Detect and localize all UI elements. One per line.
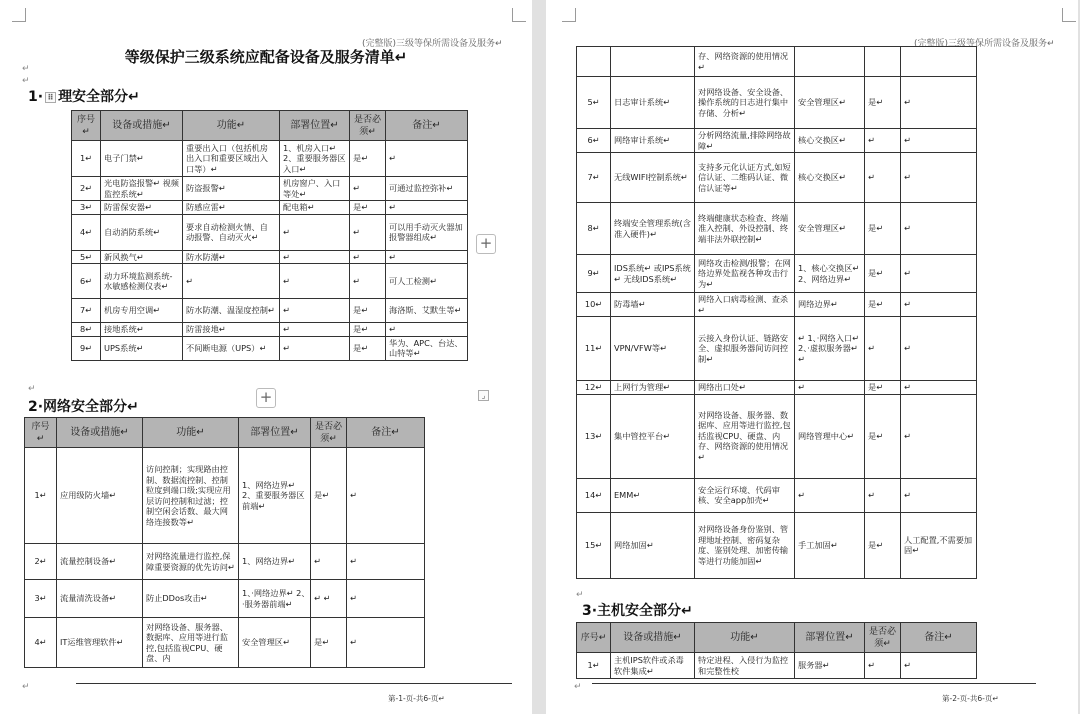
table-row bbox=[577, 381, 977, 395]
table-cell[interactable]: 是↵ bbox=[865, 77, 901, 129]
table-cell[interactable]: ↵ bbox=[901, 255, 977, 293]
crop-mark-top-left bbox=[12, 8, 26, 22]
table-row bbox=[25, 580, 425, 618]
table-cell[interactable]: 访问控制；实现路由控制、数据流控制、控制粒度到端口级;实现应用层访问控制和过滤；控制空闲会话数、最大网络连接数等↵ bbox=[143, 448, 239, 544]
column-header: 备注↵ bbox=[347, 418, 425, 448]
table-cell[interactable]: 网络管理中心↵ bbox=[795, 394, 865, 478]
table-cell[interactable]: 1、机房入口↵ 2、重要服务器区入口↵ bbox=[280, 141, 350, 177]
table-cell[interactable]: ↵ bbox=[347, 580, 425, 618]
column-header: 部署位置↵ bbox=[239, 418, 311, 448]
table-cell[interactable]: 防雷保安器↵ bbox=[101, 201, 183, 215]
table-cell[interactable]: UPS系统↵ bbox=[101, 336, 183, 360]
table-cell[interactable]: 8↵ bbox=[577, 203, 611, 255]
table-cell[interactable]: 日志审计系统↵ bbox=[611, 77, 695, 129]
table-cell[interactable]: 防雷接地↵ bbox=[183, 323, 280, 337]
add-row-icon[interactable]: + bbox=[256, 388, 276, 408]
document-page-1 bbox=[0, 0, 532, 714]
column-header: 序号↵ bbox=[25, 418, 57, 448]
table-cell[interactable]: ↵ bbox=[347, 618, 425, 668]
table-cell[interactable]: 网络出口处↵ bbox=[695, 381, 795, 395]
table-header-row bbox=[25, 418, 425, 448]
table-row bbox=[72, 299, 468, 323]
table-row bbox=[72, 141, 468, 177]
host-security-table bbox=[576, 622, 977, 679]
table-cell[interactable]: 网络入口病毒检测、查杀↵ bbox=[695, 293, 795, 317]
table-cell[interactable]: ↵ bbox=[865, 653, 901, 679]
table-cell[interactable]: 是↵ bbox=[865, 512, 901, 578]
column-header: 序号↵ bbox=[72, 111, 101, 141]
table-cell[interactable]: ↵ bbox=[347, 448, 425, 544]
document-page-2 bbox=[546, 0, 1078, 714]
table-cell[interactable]: 终端安全管理系统(含准入硬件)↵ bbox=[611, 203, 695, 255]
section-heading-2: 2·网络安全部分↵ bbox=[28, 399, 139, 415]
table-cell[interactable]: 重要出入口（包括机房出入口和重要区域出入口等）↵ bbox=[183, 141, 280, 177]
table-cell[interactable]: 手工加固↵ bbox=[795, 512, 865, 578]
table-cell[interactable]: ↵ bbox=[901, 317, 977, 381]
table-row bbox=[577, 478, 977, 512]
table-cell[interactable]: ↵ bbox=[901, 478, 977, 512]
table-cell[interactable]: 应用级防火墙↵ bbox=[57, 448, 143, 544]
table-cell[interactable]: ↵ bbox=[865, 153, 901, 203]
table-cell[interactable]: 是↵ bbox=[865, 203, 901, 255]
table-cell[interactable]: 4↵ bbox=[72, 214, 101, 250]
table-cell[interactable]: 人工配置,不需要加固↵ bbox=[901, 512, 977, 578]
table-cell[interactable]: 光电防盗报警↵ 视频监控系统↵ bbox=[101, 177, 183, 201]
table-cell[interactable]: ↵ bbox=[901, 77, 977, 129]
table-cell[interactable]: 5↵ bbox=[577, 77, 611, 129]
table-cell[interactable]: ↵ bbox=[280, 299, 350, 323]
table-cell[interactable]: 服务器↵ bbox=[795, 653, 865, 679]
table-row bbox=[577, 653, 977, 679]
table-row bbox=[25, 448, 425, 544]
table-cell[interactable]: 防盗报警↵ bbox=[183, 177, 280, 201]
network-security-table-continued bbox=[576, 46, 977, 579]
table-row bbox=[577, 394, 977, 478]
table-cell[interactable]: 机房窗户、入口等处↵ bbox=[280, 177, 350, 201]
column-header: 备注↵ bbox=[901, 623, 977, 653]
table-row bbox=[72, 250, 468, 264]
table-cell[interactable]: ↵ bbox=[386, 323, 468, 337]
table-cell[interactable]: ↵ bbox=[795, 478, 865, 512]
table-cell[interactable]: 华为、APC、台达、山特等↵ bbox=[386, 336, 468, 360]
page-footer-1: 第-1-页-共6-页↵ bbox=[388, 694, 445, 703]
table-cell[interactable]: 防止DDos攻击↵ bbox=[143, 580, 239, 618]
table-cell[interactable]: 网络边界↵ bbox=[795, 293, 865, 317]
paragraph-mark: ↵ bbox=[22, 64, 30, 74]
physical-security-table bbox=[71, 110, 468, 361]
column-header: 功能↵ bbox=[143, 418, 239, 448]
table-cell[interactable]: 主机IPS软件或杀毒软件集成↵ bbox=[611, 653, 695, 679]
column-header: 是否必须↵ bbox=[865, 623, 901, 653]
table-row bbox=[577, 77, 977, 129]
table-cell[interactable]: 可通过监控弥补↵ bbox=[386, 177, 468, 201]
paragraph-mark: ↵ bbox=[22, 76, 30, 86]
table-cell[interactable]: 配电箱↵ bbox=[280, 201, 350, 215]
table-cell[interactable]: 不间断电源（UPS）↵ bbox=[183, 336, 280, 360]
crop-mark-top-left bbox=[562, 8, 576, 22]
table-cell[interactable]: 12↵ bbox=[577, 381, 611, 395]
table-cell[interactable]: 1↵ bbox=[577, 653, 611, 679]
table-cell[interactable]: ↵ bbox=[901, 153, 977, 203]
table-cell[interactable]: 机房专用空调↵ bbox=[101, 299, 183, 323]
table-cell[interactable]: 9↵ bbox=[577, 255, 611, 293]
paragraph-mark: ↵ bbox=[574, 682, 582, 692]
table-cell[interactable]: 安全管理区↵ bbox=[239, 618, 311, 668]
table-cell[interactable]: ↵ bbox=[350, 214, 386, 250]
table-cell[interactable]: 3↵ bbox=[72, 201, 101, 215]
table-cell[interactable]: ↵ bbox=[280, 214, 350, 250]
table-cell[interactable]: 15↵ bbox=[577, 512, 611, 578]
table-cell[interactable]: ↵ bbox=[350, 250, 386, 264]
page-header: (完整版)三级等保所需设备及服务↵ bbox=[362, 39, 503, 49]
table-cell[interactable]: ↵ bbox=[350, 177, 386, 201]
table-cell[interactable] bbox=[577, 47, 611, 77]
table-row bbox=[577, 293, 977, 317]
table-cell[interactable]: ↵ bbox=[901, 293, 977, 317]
table-cell[interactable]: 存、网络资源的使用情况↵ bbox=[695, 47, 795, 77]
table-cell[interactable]: 特定进程、入侵行为监控和完整性校 bbox=[695, 653, 795, 679]
table-cell[interactable]: 2↵ bbox=[72, 177, 101, 201]
table-row bbox=[25, 618, 425, 668]
table-cell[interactable] bbox=[795, 47, 865, 77]
network-security-table bbox=[24, 417, 425, 668]
table-cell[interactable]: ↵ bbox=[795, 381, 865, 395]
table-cell[interactable]: 是↵ bbox=[311, 618, 347, 668]
table-cell[interactable]: 1、网络边界↵ 2、重要服务器区前端↵ bbox=[239, 448, 311, 544]
table-cell[interactable]: 是↵ bbox=[350, 201, 386, 215]
column-header: 设备或措施↵ bbox=[611, 623, 695, 653]
paragraph-mark: ↵ bbox=[28, 384, 36, 394]
table-cell[interactable]: 安全运行环境、代码审核、安全app加壳↵ bbox=[695, 478, 795, 512]
column-header: 设备或措施↵ bbox=[57, 418, 143, 448]
table-cell[interactable]: 上网行为管理↵ bbox=[611, 381, 695, 395]
page-header: (完整版)三级等保所需设备及服务↵ bbox=[914, 39, 1055, 49]
paragraph-mark: ↵ bbox=[576, 590, 584, 600]
table-cell[interactable]: ↵ bbox=[347, 544, 425, 580]
table-cell[interactable]: 1↵ bbox=[25, 448, 57, 544]
table-cell[interactable]: 防毒墙↵ bbox=[611, 293, 695, 317]
table-cell[interactable]: ↵ ↵ bbox=[311, 580, 347, 618]
resize-handle-icon[interactable]: ⌟ bbox=[478, 390, 489, 401]
table-cell[interactable]: 海洛斯、艾默生等↵ bbox=[386, 299, 468, 323]
table-cell[interactable]: ↵ bbox=[280, 250, 350, 264]
column-header: 部署位置↵ bbox=[280, 111, 350, 141]
table-cell[interactable]: 是↵ bbox=[865, 394, 901, 478]
table-cell[interactable]: 2↵ bbox=[25, 544, 57, 580]
page-footer-2: 第-2-页-共6-页↵ bbox=[942, 694, 999, 703]
table-cell[interactable]: 9↵ bbox=[72, 336, 101, 360]
table-cell[interactable]: 4↵ bbox=[25, 618, 57, 668]
table-cell[interactable]: 防感应雷↵ bbox=[183, 201, 280, 215]
table-row bbox=[72, 336, 468, 360]
table-cell[interactable]: 是↵ bbox=[350, 141, 386, 177]
table-cell[interactable]: ↵ bbox=[901, 394, 977, 478]
table-cell[interactable]: 云接入身份认证、链路安全、虚拟服务器间访问控制↵ bbox=[695, 317, 795, 381]
table-cell[interactable]: ↵ bbox=[386, 141, 468, 177]
table-row bbox=[72, 201, 468, 215]
table-cell[interactable]: 分析网络流量,排除网络故障↵ bbox=[695, 129, 795, 153]
table-cell[interactable]: 安全管理区↵ bbox=[795, 203, 865, 255]
table-cell[interactable]: 网络审计系统↵ bbox=[611, 129, 695, 153]
table-cell[interactable]: 网络攻击检测/报警；在网络边界处监视各种攻击行为↵ bbox=[695, 255, 795, 293]
table-cell[interactable]: 1、网络边界↵ bbox=[239, 544, 311, 580]
table-cell[interactable]: ↵ bbox=[901, 381, 977, 395]
section-heading-3: 3·主机安全部分↵ bbox=[582, 603, 693, 619]
table-cell[interactable]: 7↵ bbox=[577, 153, 611, 203]
table-row bbox=[577, 317, 977, 381]
table-cell[interactable]: 1、核心交换区↵ 2、网络边界↵ bbox=[795, 255, 865, 293]
table-cell[interactable]: 对网络设备、服务器、数据库、应用等进行监控,包括监视CPU、硬盘、内 bbox=[143, 618, 239, 668]
table-cell[interactable] bbox=[865, 47, 901, 77]
table-header-row bbox=[72, 111, 468, 141]
table-cell[interactable]: ↵ bbox=[386, 250, 468, 264]
table-row bbox=[577, 47, 977, 77]
table-row bbox=[577, 153, 977, 203]
table-cell[interactable]: 网络加固↵ bbox=[611, 512, 695, 578]
table-cell[interactable]: IDS系统↵ 或IPS系统↵ 无线IDS系统↵ bbox=[611, 255, 695, 293]
column-header: 是否必须↵ bbox=[350, 111, 386, 141]
crop-mark-top-right bbox=[1062, 8, 1076, 22]
table-cell[interactable]: 要求自动检测火情、自动报警、自动灭火↵ bbox=[183, 214, 280, 250]
table-cell[interactable]: 新风换气↵ bbox=[101, 250, 183, 264]
column-header: 部署位置↵ bbox=[795, 623, 865, 653]
table-cell[interactable]: 8↵ bbox=[72, 323, 101, 337]
table-cell[interactable]: 电子门禁↵ bbox=[101, 141, 183, 177]
column-header: 功能↵ bbox=[695, 623, 795, 653]
table-cell[interactable]: ↵ bbox=[865, 317, 901, 381]
move-handle-icon[interactable]: ⠿ bbox=[45, 92, 56, 103]
table-cell[interactable] bbox=[901, 47, 977, 77]
table-cell[interactable]: 防水防潮、温湿度控制↵ bbox=[183, 299, 280, 323]
table-cell[interactable]: 核心交换区↵ bbox=[795, 129, 865, 153]
table-cell[interactable]: 核心交换区↵ bbox=[795, 153, 865, 203]
table-cell[interactable]: 是↵ bbox=[350, 299, 386, 323]
table-cell[interactable]: 自动消防系统↵ bbox=[101, 214, 183, 250]
table-cell[interactable]: 是↵ bbox=[350, 336, 386, 360]
table-cell[interactable]: 防水防潮↵ bbox=[183, 250, 280, 264]
table-header-row bbox=[577, 623, 977, 653]
table-cell[interactable]: 7↵ bbox=[72, 299, 101, 323]
footer-rule bbox=[592, 683, 1036, 684]
table-cell[interactable]: 1↵ bbox=[72, 141, 101, 177]
table-cell[interactable]: ↵ 1、·网络入口↵ 2、·虚拟服务器↵ ↵ bbox=[795, 317, 865, 381]
table-cell[interactable]: 10↵ bbox=[577, 293, 611, 317]
footer-rule bbox=[76, 683, 512, 684]
table-cell[interactable]: 是↵ bbox=[350, 323, 386, 337]
table-cell[interactable]: ↵ bbox=[311, 544, 347, 580]
table-cell[interactable]: 5↵ bbox=[72, 250, 101, 264]
table-cell[interactable]: 对网络设备身份鉴别、管理地址控制、密码复杂度、鉴别处理、加密传输等进行功能加固↵ bbox=[695, 512, 795, 578]
table-row bbox=[25, 544, 425, 580]
table-cell[interactable]: ↵ bbox=[280, 264, 350, 299]
table-cell[interactable]: 1、·网络边界↵ 2、·服务器前端↵ bbox=[239, 580, 311, 618]
table-cell[interactable]: 13↵ bbox=[577, 394, 611, 478]
table-cell[interactable]: ↵ bbox=[183, 264, 280, 299]
table-cell[interactable]: 对网络设备、服务器、数据库、应用等进行监控,包括监视CPU、硬盘、内存、网络资源的使用情况↵ bbox=[695, 394, 795, 478]
section-heading-1: 1· ⠿ 理安全部分↵ bbox=[28, 89, 140, 105]
table-row bbox=[577, 255, 977, 293]
table-cell[interactable]: 无线WIFI控制系统↵ bbox=[611, 153, 695, 203]
table-row bbox=[72, 177, 468, 201]
column-header: 功能↵ bbox=[183, 111, 280, 141]
table-cell[interactable]: 是↵ bbox=[865, 255, 901, 293]
table-cell[interactable]: 流量清洗设备↵ bbox=[57, 580, 143, 618]
table-row bbox=[577, 129, 977, 153]
table-cell[interactable]: 14↵ bbox=[577, 478, 611, 512]
table-row bbox=[72, 264, 468, 299]
table-cell[interactable]: EMM↵ bbox=[611, 478, 695, 512]
table-cell[interactable] bbox=[611, 47, 695, 77]
column-header: 是否必须↵ bbox=[311, 418, 347, 448]
table-cell[interactable]: 6↵ bbox=[72, 264, 101, 299]
table-cell[interactable]: ↵ bbox=[865, 129, 901, 153]
table-cell[interactable]: 对网络设备、安全设备、操作系统的日志进行集中存储、分析↵ bbox=[695, 77, 795, 129]
table-cell[interactable]: 3↵ bbox=[25, 580, 57, 618]
table-cell[interactable]: 可以用手动灭火器加报警器组成↵ bbox=[386, 214, 468, 250]
table-cell[interactable]: 接地系统↵ bbox=[101, 323, 183, 337]
table-row bbox=[72, 214, 468, 250]
table-cell[interactable]: 动力环境监测系统-水敏感检测仪表↵ bbox=[101, 264, 183, 299]
table-cell[interactable]: 终端健康状态检查、终端准入控制、外设控制、终端非法外联控制↵ bbox=[695, 203, 795, 255]
table-cell[interactable]: 可人工检测↵ bbox=[386, 264, 468, 299]
table-cell[interactable]: 是↵ bbox=[865, 293, 901, 317]
table-row bbox=[72, 323, 468, 337]
column-header: 设备或措施↵ bbox=[101, 111, 183, 141]
table-cell[interactable]: 流量控制设备↵ bbox=[57, 544, 143, 580]
table-cell[interactable]: 是↵ bbox=[311, 448, 347, 544]
table-cell[interactable]: ↵ bbox=[280, 336, 350, 360]
table-cell[interactable]: 6↵ bbox=[577, 129, 611, 153]
table-cell[interactable]: 是↵ bbox=[865, 381, 901, 395]
crop-mark-top-right bbox=[512, 8, 526, 22]
table-cell[interactable]: 支持多元化认证方式,如短信认证、二维码认证、微信认证等↵ bbox=[695, 153, 795, 203]
table-row bbox=[577, 203, 977, 255]
table-cell[interactable]: 11↵ bbox=[577, 317, 611, 381]
table-row bbox=[577, 512, 977, 578]
table-cell[interactable]: ↵ bbox=[865, 478, 901, 512]
column-header: 备注↵ bbox=[386, 111, 468, 141]
add-row-icon[interactable]: + bbox=[476, 234, 496, 254]
table-cell[interactable]: ↵ bbox=[280, 323, 350, 337]
table-cell[interactable]: ↵ bbox=[901, 203, 977, 255]
document-title: 等级保护三级系统应配备设备及服务清单↵ bbox=[124, 48, 408, 66]
table-cell[interactable]: ↵ bbox=[901, 129, 977, 153]
table-cell[interactable]: VPN/VFW等↵ bbox=[611, 317, 695, 381]
table-cell[interactable]: 对网络流量进行监控,保障重要资源的优先访问↵ bbox=[143, 544, 239, 580]
table-cell[interactable]: ↵ bbox=[350, 264, 386, 299]
table-cell[interactable]: 安全管理区↵ bbox=[795, 77, 865, 129]
table-cell[interactable]: ↵ bbox=[901, 653, 977, 679]
paragraph-mark: ↵ bbox=[22, 682, 30, 692]
table-cell[interactable]: ↵ bbox=[386, 201, 468, 215]
column-header: 序号↵ bbox=[577, 623, 611, 653]
table-cell[interactable]: 集中管控平台↵ bbox=[611, 394, 695, 478]
table-cell[interactable]: IT运维管理软件↵ bbox=[57, 618, 143, 668]
